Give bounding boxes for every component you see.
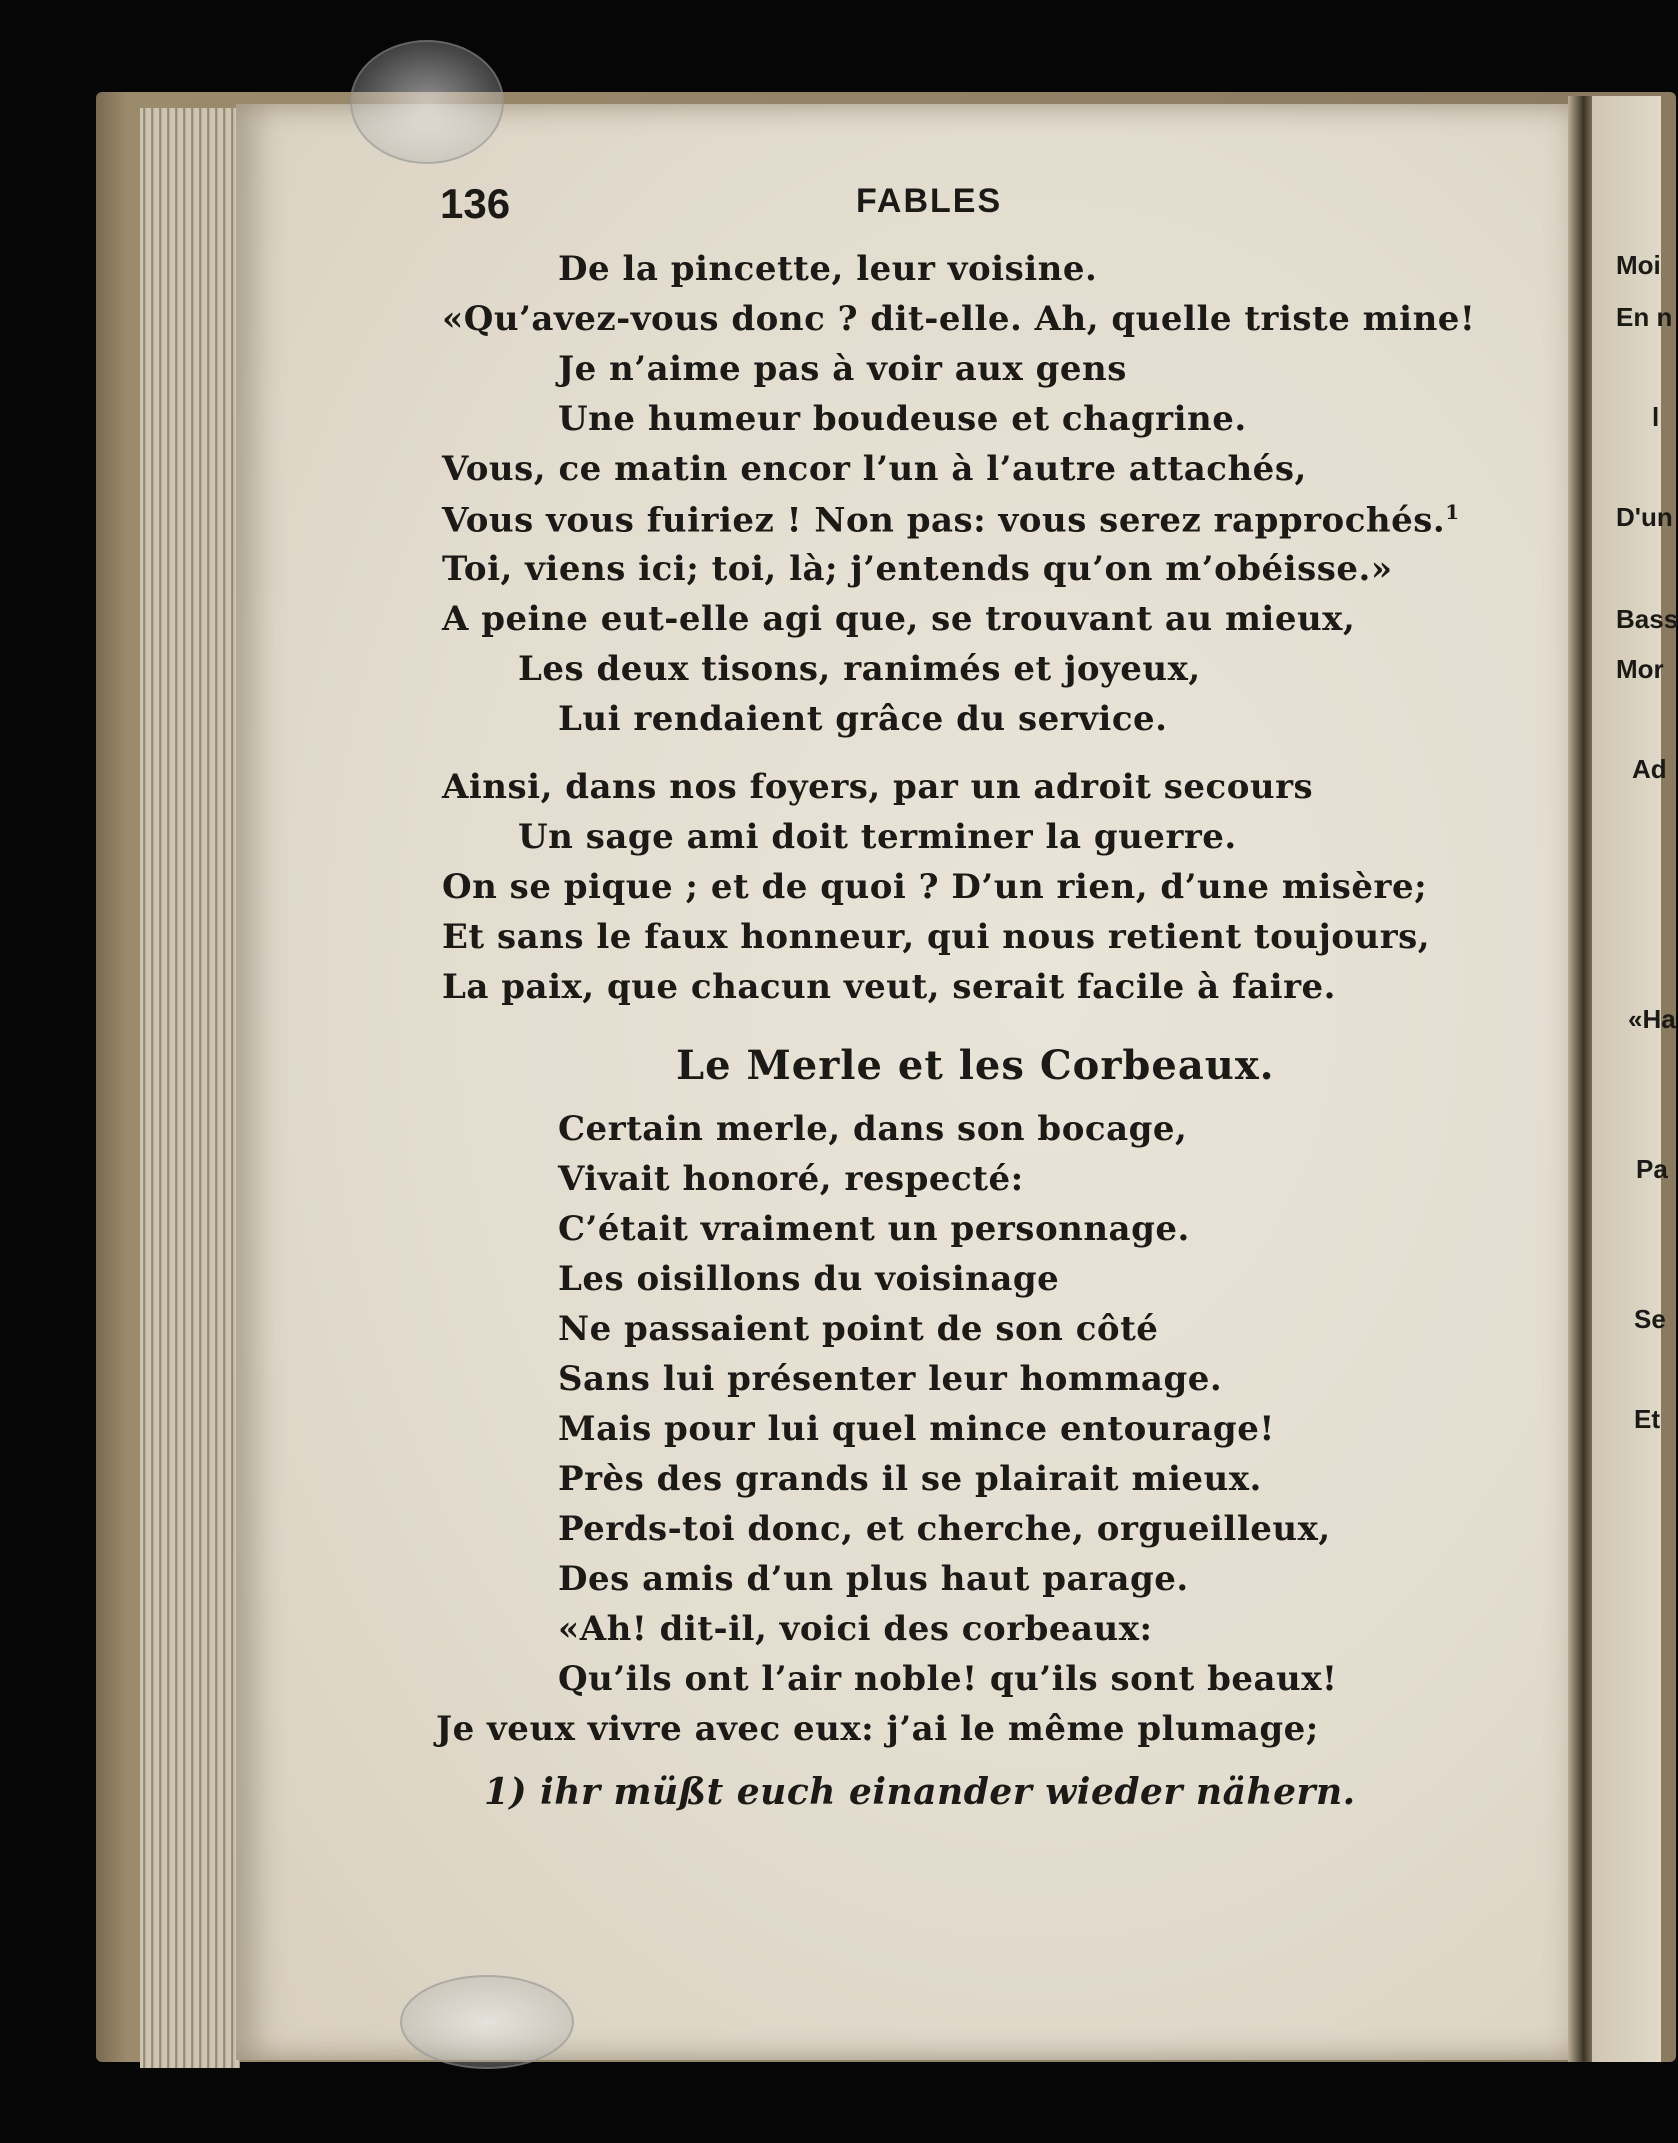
verse-line: Je veux vivre avec eux: j’ai le même plumage; <box>436 1709 1319 1749</box>
right-page-fragment: Moi <box>1616 250 1661 280</box>
right-page-fragment: «Ha <box>1628 1004 1676 1034</box>
verse-line: Vous, ce matin encor l’un à l’autre attachés, <box>442 449 1307 489</box>
verse-line: Je n’aime pas à voir aux gens <box>558 349 1127 389</box>
right-page-fragment: Et <box>1634 1404 1660 1434</box>
verse-line: Mais pour lui quel mince entourage! <box>558 1409 1275 1449</box>
moral-line: La paix, que chacun veut, serait facile à faire. <box>442 967 1336 1007</box>
verse-line: Une humeur boudeuse et chagrine. <box>558 399 1247 439</box>
verse-line: Certain merle, dans son bocage, <box>558 1109 1188 1149</box>
footnote-marker: 1 <box>1445 500 1460 524</box>
moral-line: Ainsi, dans nos foyers, par un adroit secours <box>442 767 1314 807</box>
verse-line: C’était vraiment un personnage. <box>558 1209 1190 1249</box>
right-page-fragment: D'un <box>1616 502 1673 532</box>
running-title: FABLES <box>856 182 1003 220</box>
right-page-fragment: Mor <box>1616 654 1664 684</box>
book-gutter <box>1568 96 1594 2062</box>
bottom-page-clip <box>400 1975 574 2069</box>
right-page-fragment: En n <box>1616 302 1673 332</box>
verse-line: Lui rendaient grâce du service. <box>558 699 1168 739</box>
top-page-clip <box>350 40 504 164</box>
verse-line: «Qu’avez-vous donc ? dit-elle. Ah, quelle triste mine! <box>442 299 1476 339</box>
verse-line-with-footnote <box>442 500 1460 541</box>
verse-line: Perds-toi donc, et cherche, orgueilleux, <box>558 1509 1331 1549</box>
page-edges <box>140 108 240 2068</box>
verse-line-text: Vous vous fuiriez ! Non pas: vous serez rapprochés. <box>442 500 1446 541</box>
right-page-fragment: Ad <box>1632 754 1667 784</box>
page-number: 136 <box>440 180 511 227</box>
footnote: 1) ihr müßt euch einander wieder nähern. <box>484 1771 1356 1813</box>
moral-line: Et sans le faux honneur, qui nous retient toujours, <box>442 917 1431 957</box>
verse-line: Qu’ils ont l’air noble! qu’ils sont beaux! <box>558 1659 1338 1699</box>
moral-line: Un sage ami doit terminer la guerre. <box>518 817 1237 857</box>
moral-line: On se pique ; et de quoi ? D’un rien, d’une misère; <box>442 867 1428 907</box>
right-page-fragment: Pa <box>1636 1154 1668 1184</box>
verse-line: Les oisillons du voisinage <box>558 1259 1060 1299</box>
verse-line: Des amis d’un plus haut parage. <box>558 1559 1189 1599</box>
verse-line: «Ah! dit-il, voici des corbeaux: <box>558 1609 1153 1649</box>
right-page-fragment: l <box>1652 402 1660 432</box>
verse-line: Les deux tisons, ranimés et joyeux, <box>518 649 1201 689</box>
right-page-fragment: Se <box>1634 1304 1666 1334</box>
verse-line: A peine eut-elle agi que, se trouvant au mieux, <box>442 599 1356 639</box>
verse-line: Vivait honoré, respecté: <box>558 1159 1024 1199</box>
verse-line: Toi, viens ici; toi, là; j’entends qu’on m’obéisse.» <box>442 549 1393 589</box>
verse-line: Près des grands il se plairait mieux. <box>558 1459 1262 1499</box>
right-page-fragment: Bass <box>1616 604 1678 634</box>
verse-line: Sans lui présenter leur hommage. <box>558 1359 1223 1399</box>
verse-line: De la pincette, leur voisine. <box>558 249 1098 289</box>
right-page <box>1592 96 1661 2062</box>
fable-title: Le Merle et les Corbeaux. <box>676 1042 1275 1089</box>
verse-line: Ne passaient point de son côté <box>558 1309 1159 1349</box>
